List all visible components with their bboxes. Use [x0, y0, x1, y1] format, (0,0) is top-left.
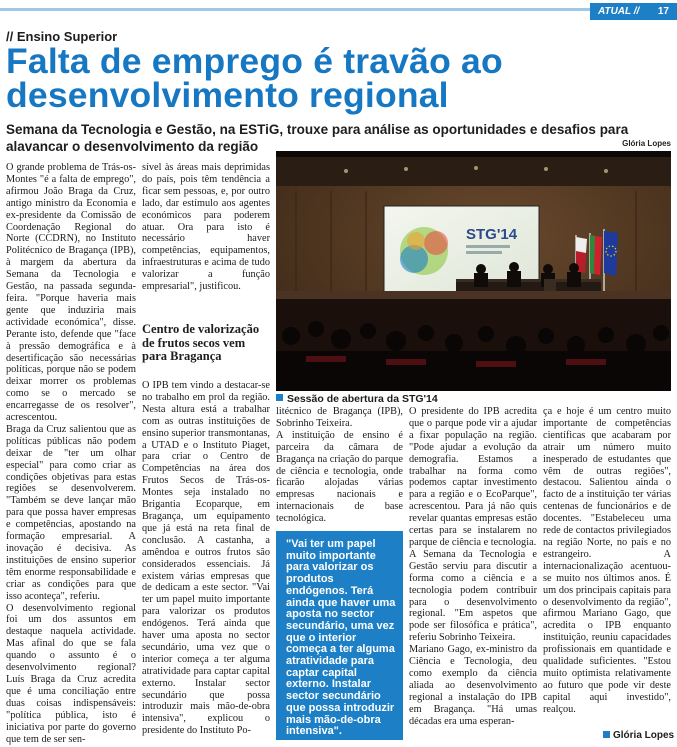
article-column-2-bottom: [142, 380, 270, 747]
article-subtitle: Centro de valorização de frutos secos vem para Bragança: [142, 322, 260, 363]
paragraph: A Semana da Tecnologia e Gestão serviu para discutir a forma como a ciência e a tecnologia podem contribuir para o desenvolvimento regional. "Em aspetos que pode ser filosófica e prática", referiu Sobrinho Teixeira.: [409, 548, 537, 644]
paragraph: O grande problema de Trás-os-Montes "é a falta de emprego", afirmou João Braga da Cruz, antigo ministro da Economia e ex-presidente da Comissão de Coordenação Regional do Norte (CCDRN), no Instituto Politécnico de Bragança (IPB), à margem da abertura da Semana da Tecnologia e Gestão, na passada segunda-feira. "Porque haveria mais gente que induziria mais actividade económica", disse. Perante isto, defende que "face à pressão demográfica e à desertificação são necessárias políticas, porque não se podem deixar morrer os problemas como se o mercado se encarregasse de os resolver", acrescentou.: [6, 162, 136, 424]
auditorium-photo: [276, 151, 671, 391]
photo-caption: [276, 393, 438, 405]
article-column-3: [276, 406, 403, 528]
article-column-1: [6, 162, 136, 747]
article-column-2-top: [142, 162, 270, 297]
paragraph: O IPB tem vindo a destacar-se no trabalho em prol da região. Nesta altura está a trabalhar com as outras instituições de ensino superior transmontanas, a UTAD e o Instituto Piaget, para criar o Centro de Competências na área dos Frutos Secos de Trás-os-Montes seja instalado no Brigantia Ecoparque, em Bragança, um equipamento que já está na reta final de conclusão. A castanha, a amêndoa e outros frutos são considerados essenciais. Já existem várias empresas que de dedicam a este sector. "Vai ter um papel muito importante para valorizar os produtos endógenos. Terá ainda que haver uma aposta no sector secundário, uma vez que o interior começa a ter alguma atratividade para captar capital externo. Instalar sector secundário que possa introduzir mais mão-de-obra intensiva", explicou o presidente do Instituto Po-: [142, 380, 270, 737]
pull-quote: [276, 531, 403, 740]
paragraph: ça e hoje é um centro muito importante de competências científicas que acabaram por atrair um número muito inesperado de estudantes que vêm de outras regiões", destacou. Salientou ainda o facto de a instituição ter várias centenas de funcionários e de docentes. "Estabeleceu uma rede de contactos privilegiados na região Norte, no país e no estrangeiro. A internacionalização acentuou-se muito nos últimos anos. É um dos principais capitais para o desenvolvimento da região", afirmou Mariano Gago, que acredita o IPB enquanto instituição, reuniu capacidades profissionais em quantidade e qualidade suficientes. "Estou muito optimista relativamente ao futuro que pode vir deste capital aqui investido", realçou.: [543, 406, 671, 715]
publication-name: ATUAL //: [598, 6, 640, 17]
screen-title: STG'14: [466, 226, 518, 243]
article-column-5: [543, 406, 671, 726]
article-column-4: [409, 406, 537, 747]
page-tab: [590, 3, 677, 20]
caption-text: Sessão de abertura da STG'14: [287, 393, 438, 405]
paragraph: Braga da Cruz salientou que as políticas públicas não podem deixar de "ter um olhar especial" para como criar as condições objetivas para estas regiões se desenvolverem. "Também se deve lançar mão para que possa haver empresas e competências, apostando na formação empresarial. A inovação é decisiva. As instituições de ensino superior têm enorme responsabilidade e criar as condições para que isso aconteça", referiu.: [6, 423, 136, 602]
paragraph: sível às áreas mais deprimidas do país, pois têm tendência a ficar sem pessoas, e, por outro lado, dar estímulo aos agentes económicos para poderem atuar. Ora para isto é necessário haver competências, equipamentos, infraestruturas e acima de tudo valorizar a função empresarial", justificou.: [142, 162, 270, 293]
paragraph: O presidente do IPB acredita que o parque pode vir a ajudar a fixar população na região. "Pode ajudar a evolução da demografia. Estamos a trabalhar na forma como podemos captar investimento para a região e o EcoParque", acrescentou. Para já não quis revelar quantas empresas estão certas para se instalarem no parque de ciência e tecnologia.: [409, 406, 537, 548]
paragraph: A instituição de ensino é parceira da câmara de Bragança na criação do parque de ciência e tecnologia, onde ficarão alojadas várias empresas nacionais e internacionais de base tecnológica.: [276, 429, 403, 525]
event-photo: [276, 151, 671, 391]
page-header: [0, 0, 677, 22]
page-number: 17: [657, 6, 669, 17]
author-byline: Glória Lopes: [622, 139, 671, 148]
author-signoff: [603, 730, 674, 741]
stg-logo-graphic: [400, 227, 448, 275]
signoff-name: Glória Lopes: [613, 730, 675, 741]
paragraph: litécnico de Bragança (IPB), Sobrinho Teixeira.: [276, 406, 403, 429]
section-label: // Ensino Superior: [6, 29, 118, 44]
pull-quote-text: "Vai ter um papel muito importante para valorizar os produtos endógenos. Terá ainda que haver uma aposta no sector secundário, uma vez que o interior começa a ter alguma atratividade para captar capital externo. Instalar sector secundário que possa introduzir mais mão-de-obra intensiva".: [286, 538, 396, 738]
header-rule: [0, 8, 590, 11]
signoff-bullet-icon: [603, 731, 610, 738]
subheadline: Semana da Tecnologia e Gestão, na ESTiG, trouxe para análise as oportunidades e desafios para alavancar o desenvolvimento da região: [6, 122, 629, 154]
paragraph: O desenvolvimento regional foi um dos assuntos em destaque naquela actividade. Mas afinal do que se fala quando o assunto é o desenvolvimento regional? Luís Braga da Cruz acredita que é uma conciliação entre duas coisas indispensáveis: "política pública, isto é iniciativa por parte do governo que tem de ser sen-: [6, 602, 136, 745]
caption-bullet-icon: [276, 394, 283, 401]
paragraph: Mariano Gago, ex-ministro da Ciência e Tecnologia, deu como exemplo da ciência aliada ao desenvolvimento regional a instalação do IPB em Bragança. "Há umas décadas era uma esperan-: [409, 644, 537, 727]
headline: Falta de emprego é travão ao desenvolvimento regional: [6, 41, 503, 115]
